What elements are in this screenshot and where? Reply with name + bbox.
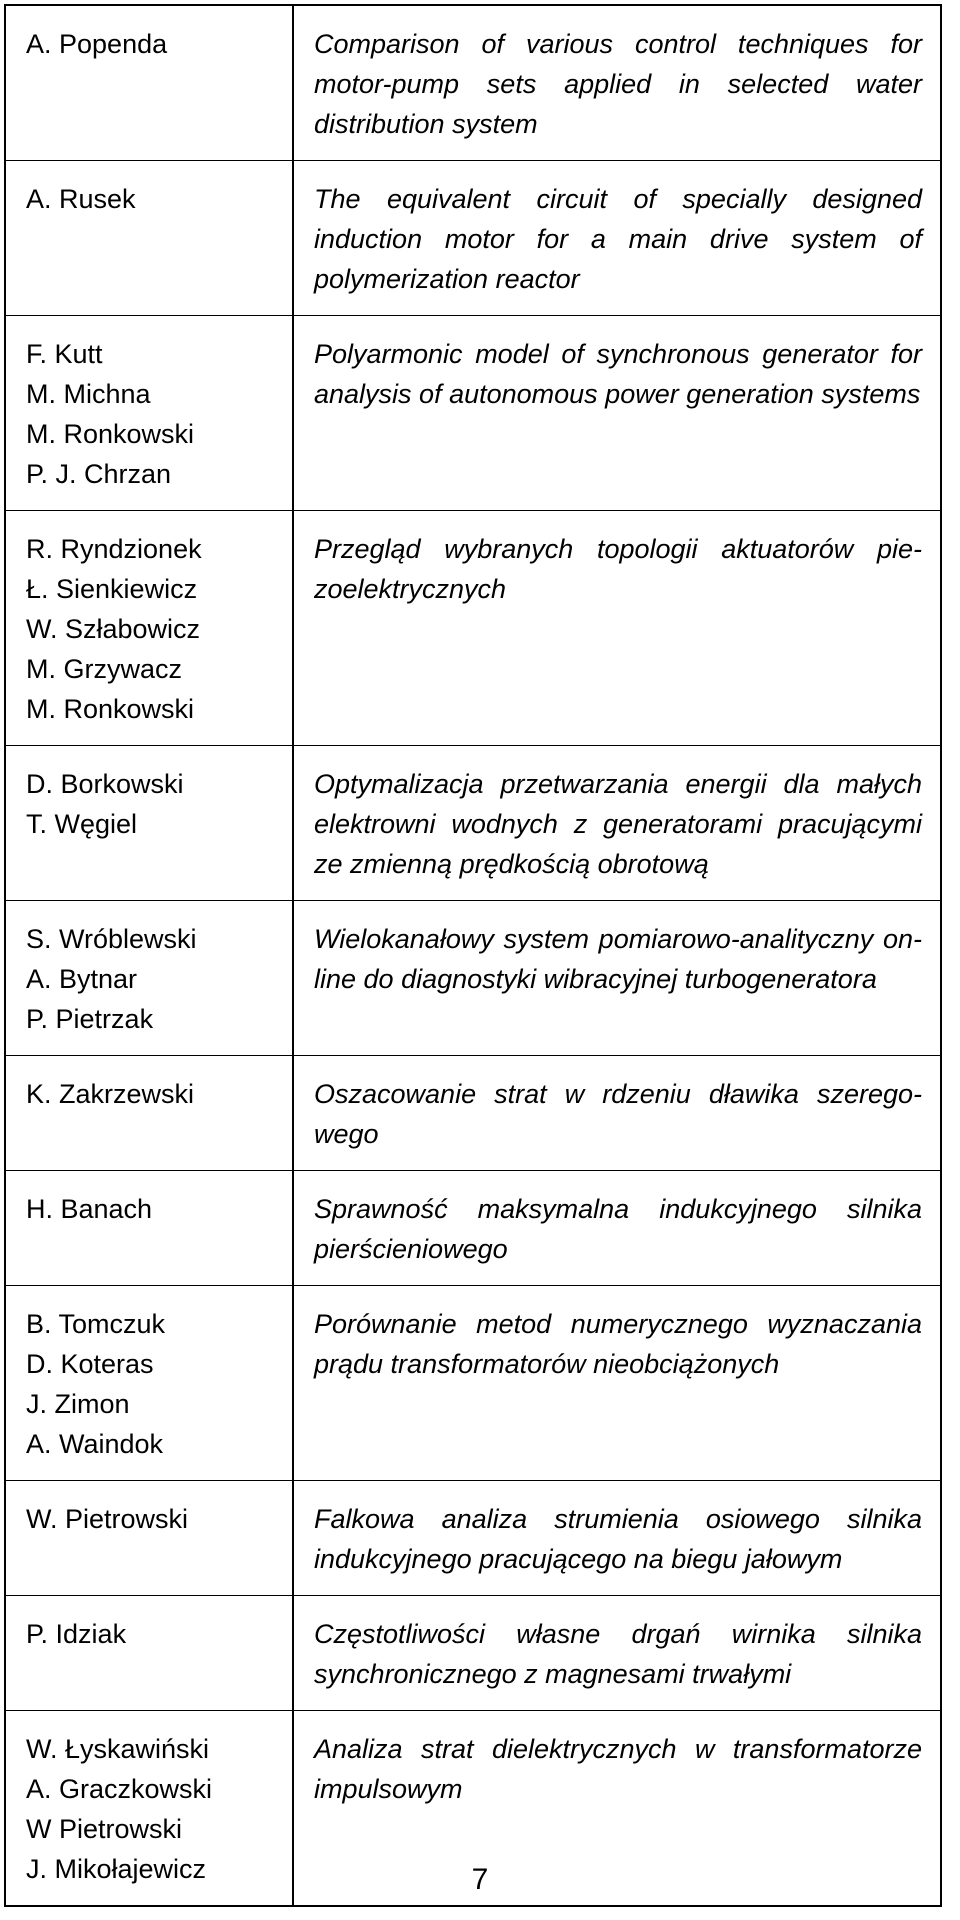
- title-cell: [293, 511, 941, 746]
- table-row: [5, 746, 941, 901]
- author-name: M. Grzywacz: [26, 654, 183, 684]
- author-name: D. Borkowski: [26, 769, 184, 799]
- author-name: S. Wróblewski: [26, 924, 197, 954]
- page-number: 7: [471, 1863, 489, 1896]
- author-name: F. Kutt: [26, 339, 103, 369]
- paper-title: Porównanie metod numerycznego wyznaczania prądu transformatorów nieobciążonych: [314, 1309, 922, 1379]
- table-row: [5, 1481, 941, 1596]
- title-cell: [293, 316, 941, 511]
- author-name: J. Zimon: [26, 1389, 130, 1419]
- authors-cell: [5, 1056, 293, 1171]
- paper-title: Oszacowanie strat w rdzeniu dławika szeregowego: [314, 1079, 922, 1149]
- table-row: [5, 1171, 941, 1286]
- title-cell: [293, 1481, 941, 1596]
- author-name: H. Banach: [26, 1194, 153, 1224]
- paper-title: Przegląd wybranych topologii aktuatorów piezoelektrycznych: [314, 534, 922, 604]
- authors-cell: [5, 5, 293, 161]
- author-name: B. Tomczuk: [26, 1309, 166, 1339]
- table-row: [5, 1596, 941, 1711]
- paper-title: Sprawność maksymalna indukcyjnego silnika pierścieniowego: [314, 1194, 922, 1264]
- title-cell: [293, 1286, 941, 1481]
- author-name: M. Ronkowski: [26, 694, 195, 724]
- paper-title: Falkowa analiza strumienia osiowego silnika indukcyjnego pracującego na biegu jałowym: [314, 1504, 922, 1574]
- contents-rows: [5, 5, 941, 1906]
- authors-cell: [5, 1286, 293, 1481]
- authors-cell: [5, 901, 293, 1056]
- author-name: P. J. Chrzan: [26, 459, 172, 489]
- paper-title: Optymalizacja przetwarzania energii dla małych elektrowni wodnych z generatorami pracującymi ze zmienną prędkością obrotową: [314, 769, 922, 879]
- author-name: A. Waindok: [26, 1429, 164, 1459]
- authors-cell: [5, 1481, 293, 1596]
- author-name: R. Ryndzionek: [26, 534, 202, 564]
- paper-title: Comparison of various control techniques for motor-pump sets applied in selected water distribution system: [314, 29, 922, 139]
- authors-cell: [5, 1596, 293, 1711]
- author-name: W Pietrowski: [26, 1814, 183, 1844]
- authors-cell: [5, 511, 293, 746]
- contents-table: [4, 4, 942, 1907]
- paper-title: Polyarmonic model of synchronous generator for analysis of autonomous power generation systems: [314, 339, 922, 409]
- table-row: [5, 1286, 941, 1481]
- table-row: [5, 901, 941, 1056]
- table-row: [5, 316, 941, 511]
- paper-title: The equivalent circuit of specially designed induction motor for a main drive system of polymerization reactor: [314, 184, 922, 294]
- author-name: A. Rusek: [26, 184, 136, 214]
- author-name: A. Graczkowski: [26, 1774, 213, 1804]
- author-name: W. Pietrowski: [26, 1504, 189, 1534]
- author-name: K. Zakrzewski: [26, 1079, 195, 1109]
- title-cell: [293, 1171, 941, 1286]
- author-name: W. Łyskawiński: [26, 1734, 210, 1764]
- authors-cell: [5, 316, 293, 511]
- table-row: [5, 161, 941, 316]
- table-row: [5, 5, 941, 161]
- authors-cell: [5, 746, 293, 901]
- author-name: W. Szłabowicz: [26, 614, 201, 644]
- title-cell: [293, 5, 941, 161]
- title-cell: [293, 746, 941, 901]
- title-cell: [293, 1596, 941, 1711]
- author-name: J. Mikołajewicz: [26, 1854, 207, 1884]
- author-name: A. Popenda: [26, 29, 168, 59]
- author-name: M. Ronkowski: [26, 419, 195, 449]
- author-name: D. Koteras: [26, 1349, 154, 1379]
- author-name: P. Idziak: [26, 1619, 127, 1649]
- author-name: T. Węgiel: [26, 809, 138, 839]
- paper-title: Analiza strat dielektrycznych w transformatorze impulsowym: [314, 1734, 922, 1804]
- author-name: Ł. Sienkiewicz: [26, 574, 198, 604]
- table-row: [5, 1056, 941, 1171]
- paper-title: Częstotliwości własne drgań wirnika silnika synchronicznego z magnesami trwałymi: [314, 1619, 922, 1689]
- title-cell: [293, 161, 941, 316]
- table-row: [5, 511, 941, 746]
- paper-title: Wielokanałowy system pomiarowo-analityczny on-line do diagnostyki wibracyjnej turbogeneratora: [314, 924, 922, 994]
- author-name: P. Pietrzak: [26, 1004, 154, 1034]
- author-name: M. Michna: [26, 379, 151, 409]
- authors-cell: [5, 161, 293, 316]
- title-cell: [293, 1056, 941, 1171]
- title-cell: [293, 901, 941, 1056]
- author-name: A. Bytnar: [26, 964, 138, 994]
- authors-cell: [5, 1171, 293, 1286]
